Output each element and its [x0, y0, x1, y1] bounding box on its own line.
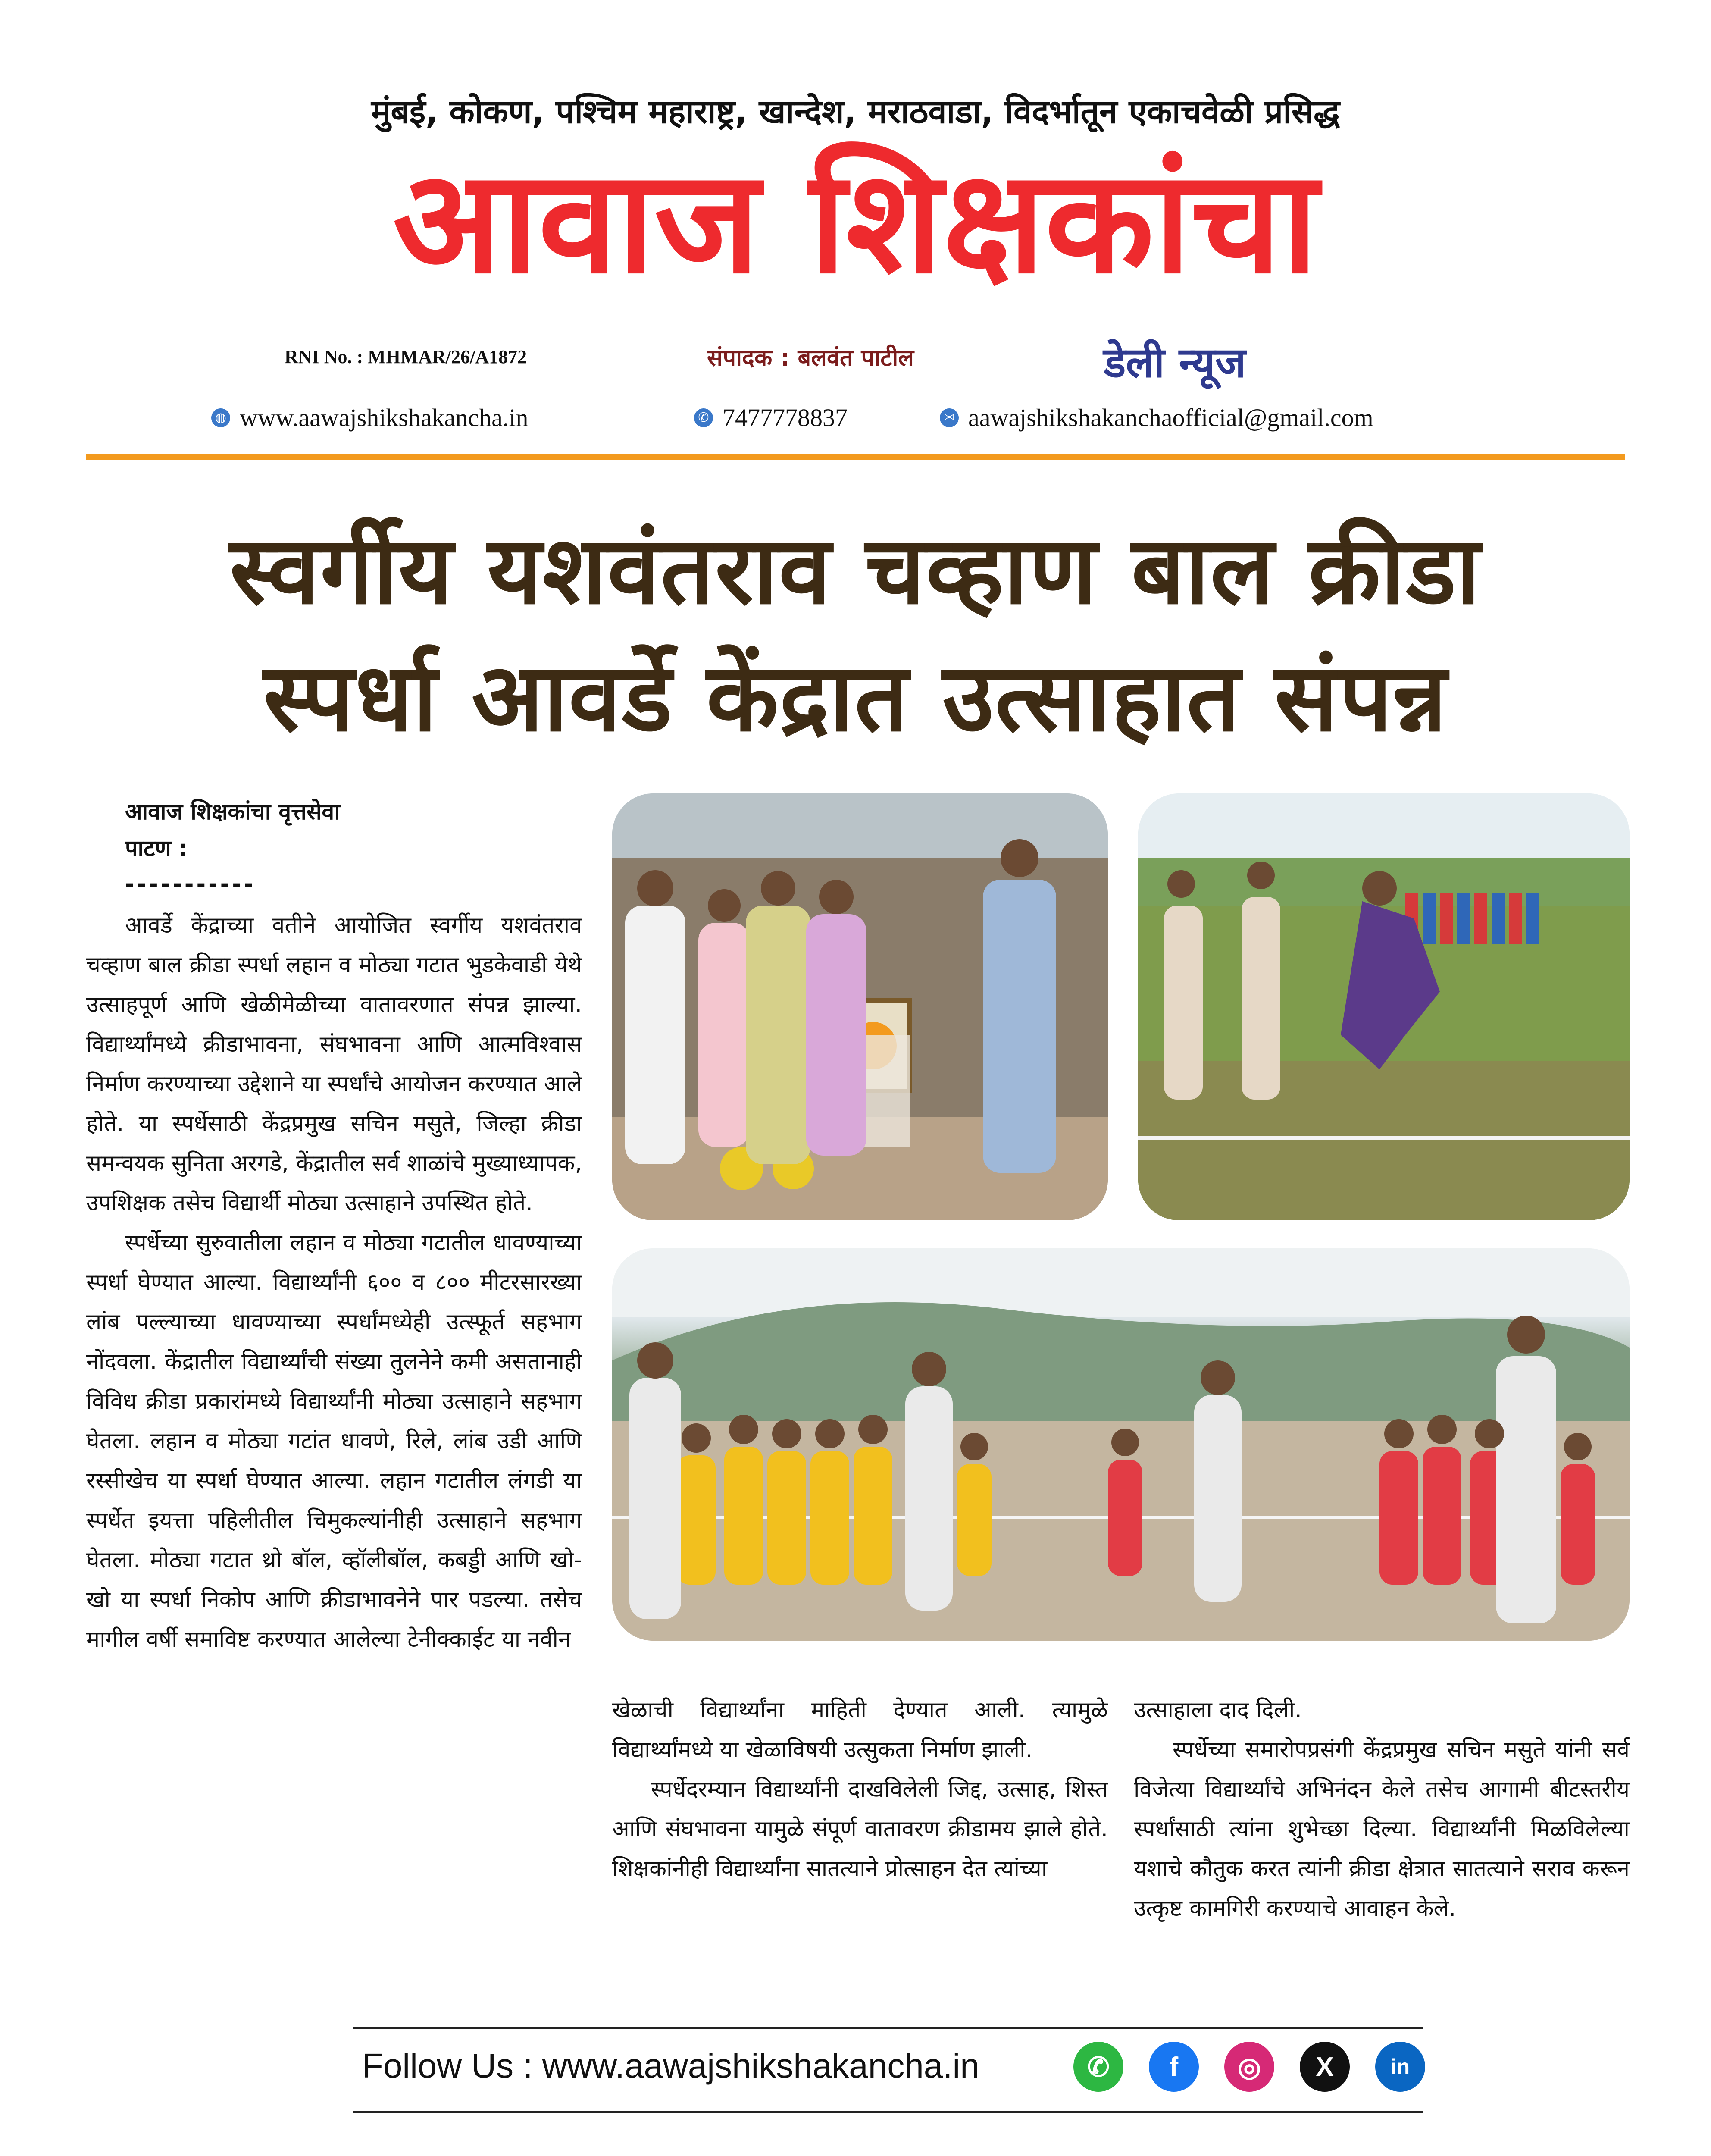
- byline-agency: आवाज शिक्षकांचा वृत्तसेवा: [125, 799, 340, 825]
- email-contact[interactable]: [940, 403, 1373, 432]
- phone-icon: ✆: [694, 408, 713, 427]
- email-text: aawajshikshakanchaofficial@gmail.com: [968, 404, 1373, 432]
- linkedin-icon[interactable]: in: [1375, 2042, 1425, 2092]
- article-column-1: [86, 906, 582, 1659]
- instagram-icon[interactable]: ◎: [1224, 2042, 1274, 2092]
- x-icon[interactable]: X: [1300, 2042, 1350, 2092]
- paragraph: आवर्डे केंद्राच्या वतीने आयोजित स्वर्गीय यशवंतराव चव्हाण बाल क्रीडा स्पर्धा लहान व मोठ्या गटात भुडकेवाडी येथे उत्साहपूर्ण आणि खेळीमेळीच्या वातावरणात संपन्न झाल्या. विद्यार्थ्यांमध्ये क्रीडाभावना, संघभावना आणि आत्मविश्वास निर्माण करण्याच्या उद्देशाने या स्पर्धांचे आयोजन करण्यात आले होते. या स्पर्धेसाठी केंद्रप्रमुख सचिन मसुते, जिल्हा क्रीडा समन्वयक सुनिता अरगडे, केंद्रातील सर्व शाळांचे मुख्याध्यापक, उपशिक्षक तसेच विद्यार्थी मोठ्या उत्साहाने उपस्थित होते.: [86, 912, 582, 1216]
- editor-credit: संपादक : बलवंत पाटील: [707, 344, 914, 371]
- facebook-icon[interactable]: f: [1149, 2042, 1199, 2092]
- article-column-3: [1134, 1690, 1630, 1928]
- byline-separator: -----------: [125, 871, 256, 897]
- footer-bottom-rule: [353, 2111, 1423, 2113]
- website-text: www.aawajshikshakancha.in: [240, 404, 529, 432]
- paragraph: स्पर्धेदरम्यान विद्यार्थ्यांनी दाखविलेली जिद्द, उत्साह, शिस्त आणि संघभावना यामुळे संपूर्ण वातावरण क्रीडामय झाले होते. शिक्षकांनीही विद्यार्थ्यांना सातत्याने प्रोत्साहन देत त्यांच्या: [612, 1777, 1108, 1882]
- website-contact[interactable]: [211, 403, 528, 432]
- mail-icon: ✉: [940, 408, 959, 427]
- paragraph: खेळाची विद्यार्थ्यांना माहिती देण्यात आली. त्यामुळे विद्यार्थ्यांमध्ये या खेळाविषयी उत्सुकता निर्माण झाली.: [612, 1697, 1108, 1763]
- masthead-title: आवाज शिक्षकांचा: [393, 139, 1318, 305]
- headline-line-2: स्पर्धा आवर्डे केंद्रात उत्साहात संपन्न: [263, 643, 1448, 752]
- paragraph: उत्साहाला दाद दिली.: [1134, 1697, 1302, 1723]
- paragraph: स्पर्धेच्या समारोपप्रसंगी केंद्रप्रमुख सचिन मसुते यांनी सर्व विजेत्या विद्यार्थ्यांचे अभिनंदन केले तसेच आगामी बीटस्तरीय स्पर्धांसाठी त्यांना शुभेच्छा दिल्या. विद्यार्थ्यांनी मिळविलेल्या यशाचे कौतुक करत त्यांनी क्रीडा क्षेत्रात सातत्याने सराव करून उत्कृष्ट कामगिरी करण्याचे आवाहन केले.: [1134, 1737, 1630, 1921]
- headline-line-1: स्वर्गीय यशवंतराव चव्हाण बाल क्रीडा: [229, 516, 1482, 625]
- photo-guests-portrait: [612, 793, 1108, 1220]
- footer-top-rule: [353, 2027, 1423, 2029]
- paragraph: स्पर्धेच्या सुरुवातीला लहान व मोठ्या गटातील धावण्याच्या स्पर्धा घेण्यात आल्या. विद्यार्थ्यांनी ६०० व ८०० मीटरसारख्या लांब पल्ल्याच्या धावण्याच्या स्पर्धांमध्येही उत्स्फूर्त सहभाग नोंदवला. केंद्रातील विद्यार्थ्यांची संख्या तुलनेने कमी असतानाही विविध क्रीडा प्रकारांमध्ये विद्यार्थ्यांनी मोठ्या उत्साहाने सहभाग घेतला. लहान व मोठ्या गटांत धावणे, रिले, लांब उडी आणि रस्सीखेच या स्पर्धा घेण्यात आल्या. लहान गटातील लंगडी या स्पर्धेत इयत्ता पहिलीतील चिमुकल्यांनीही उत्साहाने सहभाग घेतला. मोठ्या गटात थ्रो बॉल, व्हॉलीबॉल, कबड्डी आणि खो-खो या स्पर्धा निकोप आणि क्रीडाभावनेने पार पडल्या. तसेच मागील वर्षी समाविष्ट करण्यात आलेल्या टेनीक्काईट या नवीन: [86, 1230, 582, 1652]
- whatsapp-icon[interactable]: ✆: [1073, 2042, 1123, 2092]
- phone-contact[interactable]: [694, 403, 848, 432]
- photo-group-students: [612, 1248, 1630, 1641]
- daily-news-label: डेली न्यूज: [1104, 338, 1246, 387]
- rni-number: RNI No. : MHMAR/26/A1872: [285, 346, 527, 367]
- header-divider: [86, 454, 1625, 460]
- photo-long-jump: [1138, 793, 1630, 1220]
- byline-place: पाटण :: [125, 836, 188, 862]
- follow-us-text[interactable]: Follow Us : www.aawajshikshakancha.in: [362, 2046, 979, 2085]
- article-column-2: [612, 1690, 1108, 1889]
- tagline: मुंबई, कोकण, पश्चिम महाराष्ट्र, खान्देश, मराठवाडा, विदर्भातून एकाचवेळी प्रसिद्ध: [371, 92, 1340, 131]
- globe-icon: ◍: [211, 408, 230, 427]
- phone-text: 7477778837: [723, 404, 848, 432]
